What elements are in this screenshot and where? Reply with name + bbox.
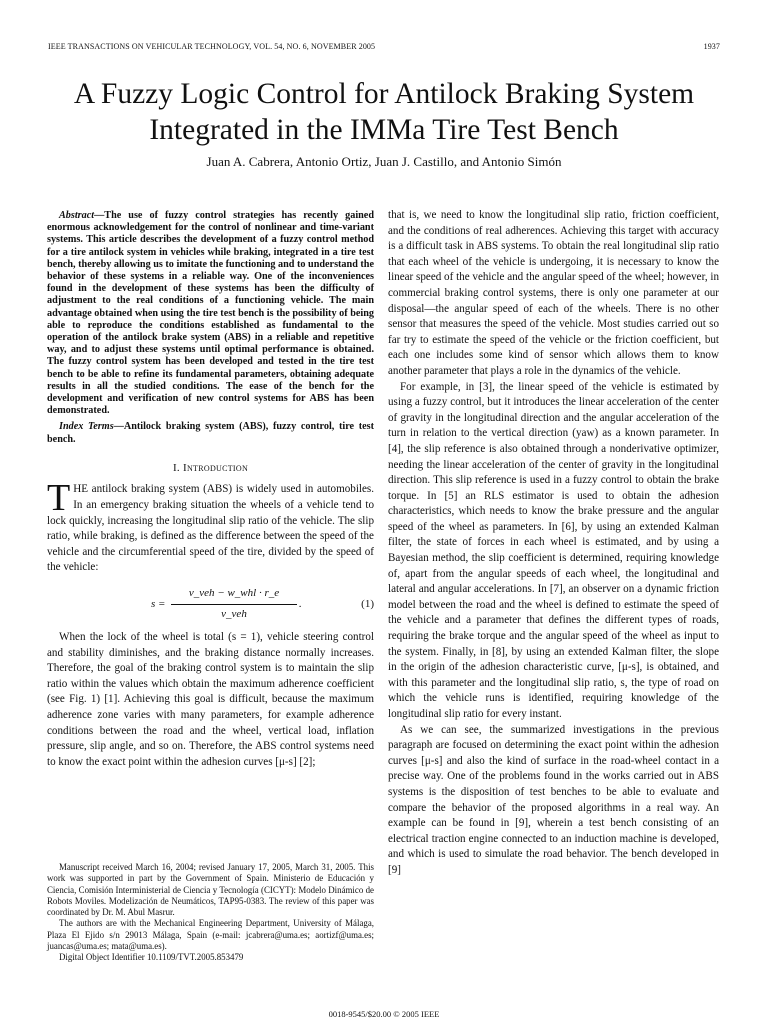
- abstract-text: —The use of fuzzy control strategies has recently gained enormous acknowledgement for the control of nonlinear and time-variant systems. This article describes the development of a fuzzy control method for a tire antilock system in vehicles while braking, integrated in a tire test bench, thereby allowing us to imitate the functioning and to understand the behavior of these systems in a reliable way. One of the inconveniences found in the development of these systems has been the difficulty of adjustment to the real conditions of a functioning vehicle. The main advantage obtained when using the tire test bench is the possibility of being able to reproduce the conditions established as fundamental to the operation of the antilock brake system (ABS) in a reliable and repetitive way, and to adjust these systems until optimal performance is obtained. The fuzzy control system has been developed and tested in the tire test bench to be able to refine its fundamental parameters, obtaining adequate results in all the studied conditions. The ease of the bench for the development and verification of new control systems for ABS has been demonstrated.: [47, 210, 374, 417]
- equation-period: .: [299, 598, 302, 611]
- intro-paragraph-1: [47, 477, 374, 576]
- equation-lhs: s =: [151, 598, 166, 611]
- index-terms-text: —Antilock braking system (ABS), fuzzy control, tire test bench.: [47, 421, 374, 445]
- left-column: [47, 210, 374, 770]
- equation-numerator: v_veh − w_whl · r_e: [171, 586, 297, 605]
- running-header: [48, 42, 720, 51]
- section-number: I.: [172, 461, 180, 474]
- paper-title: [30, 76, 738, 148]
- footnote-manuscript: Manuscript received March 16, 2004; revised January 17, 2005, March 31, 2005. This work was supported in part by the Government of Spain. Ministerio de Educación y Ciencia, Comisión Interministerial de Ciencia y Tecnología (CICYT): Modelo Dinámico de Robots Moviles. Modelización de Neumáticos, TAP95-0383. The review of this paper was coordinated by Dr. M. Abul Masrur.: [47, 862, 374, 918]
- footnote-doi: Digital Object Identifier 10.1109/TVT.2005.853479: [59, 952, 244, 963]
- right-column: [388, 208, 719, 879]
- right-paragraph-1: that is, we need to know the longitudinal slip ratio, friction coefficient, and the conditions of real adherences. Achieving this target with accuracy is a difficult task in ABS systems. To obtain the real longitudinal slip ratio that each wheel of the vehicle is undergoing, it is necessary to know the linear speed of the vehicle and the angular speed of the wheel; however, in commercial braking control systems, there is only one parameter at our disposal—the angular speed of each of the wheels. There is no other sensor that measures the speed of the vehicle. Most studies carried out so far try to estimate the speed of the vehicle or the friction coefficient, but each one includes some kind of sensor which allows them to know another parameter that plays a role in the dynamics of the vehicle.: [388, 209, 720, 377]
- section-title: Introduction: [183, 461, 249, 474]
- journal-name: IEEE TRANSACTIONS ON VEHICULAR TECHNOLOGY, VOL. 54, NO. 6, NOVEMBER 2005: [48, 42, 376, 51]
- page-number: 1937: [703, 42, 720, 51]
- section-heading-introduction: [47, 461, 374, 477]
- right-paragraph-3: As we can see, the summarized investigations in the previous paragraph are focused on determining the exact point within the adhesion curves [μ-s] and also the kind of surface in the road-wheel contact in a precise way. One of the problems found in the works carried out in ABS systems is the disposition of test benches to be able to evaluate and compare the behavior of the proposed algorithms in a real way. An example can be found in [9], wherein a test bench consisting of an electrical traction engine connected to an induction machine is developed, and which is used to simulate the road behavior. The bench developed in [9]: [388, 723, 719, 876]
- footnote-affiliation: The authors are with the Mechanical Engineering Department, University of Málaga, Plaza El Ejido s/n 29013 Málaga, Spain (e-mail: jcabrera@uma.es; aortizf@uma.es; juancas@uma.es; mata@uma.es).: [47, 918, 374, 952]
- index-terms: [47, 421, 374, 445]
- title-line-1: A Fuzzy Logic Control for Antilock Braking System: [73, 78, 695, 110]
- equation-fraction: [171, 586, 297, 622]
- equation-number: (1): [361, 598, 374, 611]
- intro-paragraph-2: When the lock of the wheel is total (s = 1), vehicle steering control and stability diminishes, and the braking distance normally increases. Therefore, the goal of the braking control system is to maintain the slip ratio within the values which obtain the maximum adherence coefficient (see Fig. 1) [1]. Achieving this goal is difficult, because the maximum adherence zone varies with many parameters, for example adherence conditions between the road and the wheel, vertical load, inflation pressure, slip angle, and so on. Therefore, the ABS control systems need to know the exact point within the adhesion curves [μ-s] [2];: [47, 631, 374, 768]
- title-line-2: Integrated in the IMMa Tire Test Bench: [149, 114, 619, 146]
- copyright-footer: 0018-9545/$20.00 © 2005 IEEE: [328, 1009, 440, 1019]
- abstract-lead: Abstract: [59, 210, 95, 221]
- index-terms-lead: Index Terms: [59, 421, 114, 433]
- drop-cap: T: [47, 477, 71, 520]
- equation-denominator: v_veh: [221, 607, 247, 620]
- author-list: Juan A. Cabrera, Antonio Ortiz, Juan J. Castillo, and Antonio Simón: [206, 154, 562, 169]
- first-page-footnote: [47, 862, 374, 964]
- right-paragraph-2: For example, in [3], the linear speed of the vehicle is estimated by using a fuzzy control, but it introduces the linear acceleration of the center of gravity in the longitudinal direction and the angular acceleration of the turn in relation to the vertical direction (yaw) as a known parameter. In [4], the slip reference is also obtained through a nonderivative optimizer, needing the linear acceleration of the center of gravity in the longitudinal direction. This slip reference is used in a fuzzy control to obtain the brake torque. In [5] an RLS estimator is used to obtain the adhesion characteristics, which needs to know the brake pressure and the angular speed of the wheel as parameters. In [6], by using an extended Kalman filter, the state of forces in each wheel is estimated, and by using a Bayesian method, the slip coefficient is determined, requiring knowledge of, apart from the angular speeds of each wheel, the longitudinal and lateral and angular accelerations. In [7], an observer on a dynamic friction model between the road and the wheel is defined to estimate the speed of the vehicle and a parameter that defines the different types of roads, requiring the brake torque and the angular speed of the wheel as input to the system. Finally, in [8], by using an extended Kalman filter, the slope in the origin of the adhesion characteristic curve, [μ-s], is obtained, and with this parameter and the longitudinal slip ratio, s, the type of road on which the vehicle runs is identified, requiring knowledge of the longitudinal slip ratio for every instant.: [388, 380, 719, 720]
- abstract: [47, 210, 374, 417]
- equation-1: [47, 586, 374, 622]
- intro-paragraph-1-text: HE antilock braking system (ABS) is widely used in automobiles. In an emergency braking situation the wheels of a vehicle tend to lock quickly, increasing the longitudinal slip ratio of the vehicle. The slip ratio, while braking, is defined as the difference between the speed of the vehicle and the circumferential speed of the tire, divided by the speed of the vehicle:: [47, 483, 374, 574]
